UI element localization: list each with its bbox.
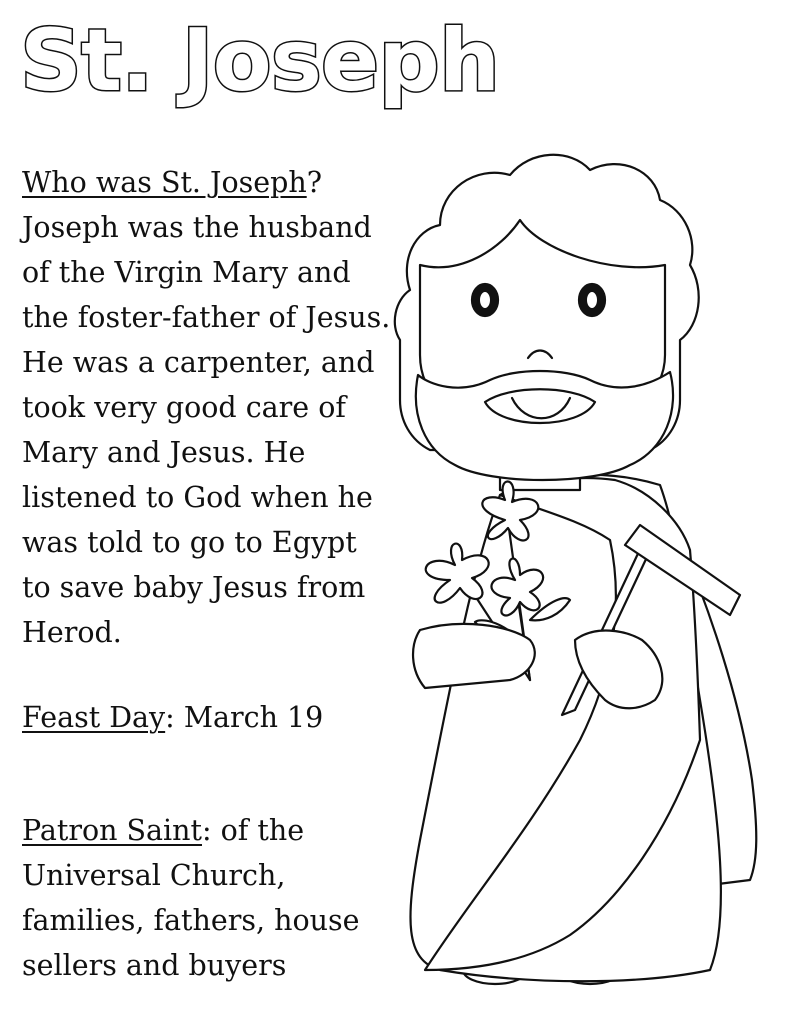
- feast-day-section: [22, 695, 394, 740]
- who-heading: Who was St. Joseph: [22, 166, 307, 199]
- feast-day-label: Feast Day: [22, 701, 166, 734]
- patron-saint-section: [22, 808, 394, 988]
- beard: [416, 371, 673, 480]
- patron-saint-colon: :: [201, 814, 212, 847]
- left-hand: [413, 624, 535, 688]
- right-eye-shine: [587, 292, 597, 308]
- feast-day-value: March 19: [174, 701, 324, 734]
- st-joseph-illustration: [380, 140, 780, 1000]
- patron-saint-value: of the Universal Church, families, fathers, house sellers and buyers: [22, 814, 360, 982]
- who-section: [22, 160, 394, 655]
- who-heading-punct: ?: [306, 166, 322, 199]
- lily-bloom-left: [426, 544, 489, 603]
- who-paragraph: [22, 160, 394, 655]
- page-title: St. Joseph: [20, 11, 500, 111]
- left-eye-shine: [480, 292, 490, 308]
- feast-day-colon: :: [165, 701, 175, 734]
- who-body: Joseph was the husband of the Virgin Mary and the foster-father of Jesus. He was a carpenter, and took very good care of Mary and Jesus. He listened to God when he was told to go to Egypt to save baby Jesus from Herod.: [22, 211, 391, 649]
- patron-saint-label: Patron Saint: [22, 814, 202, 847]
